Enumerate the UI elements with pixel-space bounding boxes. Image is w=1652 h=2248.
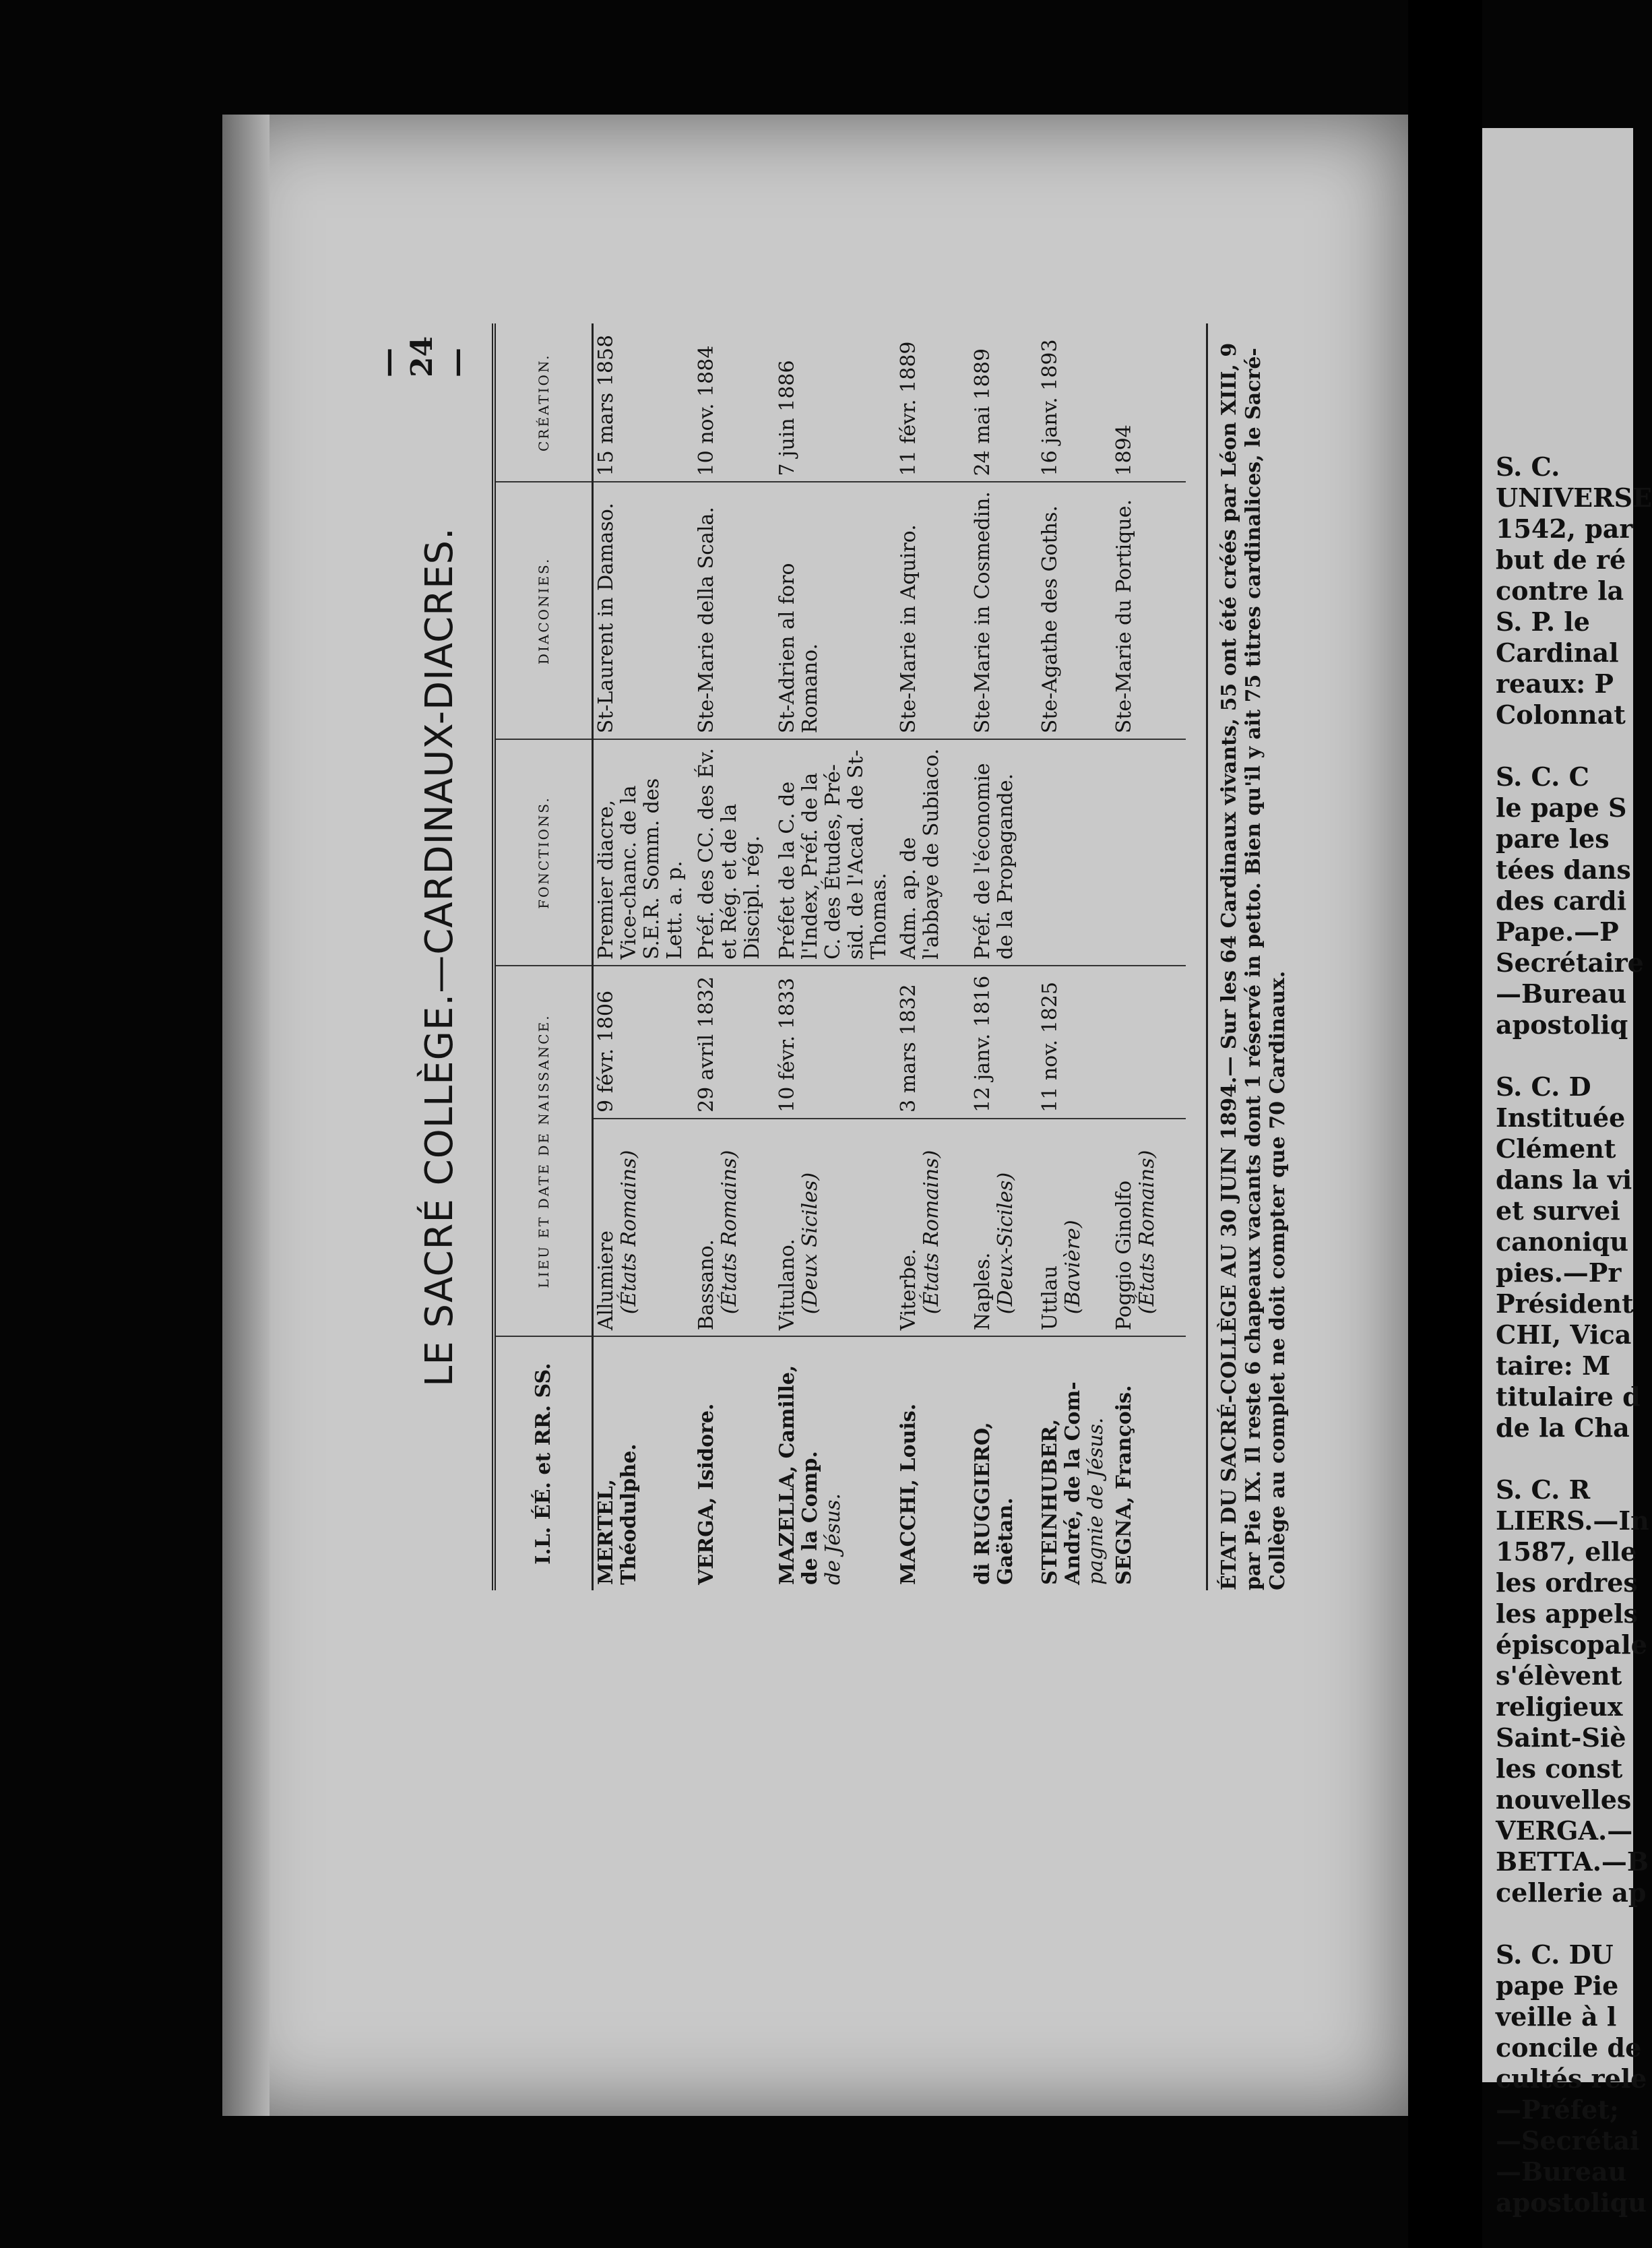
diaconia-text: St-Adrien al foro Romano. [775,563,822,734]
cardinal-name-sub: de Jésus. [821,1493,845,1585]
page-edge-shadow [222,115,269,2116]
functions [1038,739,1112,966]
creation-date-text: 15 mars 1858 [594,334,618,476]
functions-text: Préf. de l'économie de la Propagande. [970,763,1017,960]
diaconia [694,482,775,739]
birthplace-region: (États Romains) [919,1150,943,1315]
table-header-row [494,323,593,1590]
birth-date [1038,966,1112,1119]
functions [593,739,694,966]
birthplace-region: (Bavière) [1060,1220,1085,1315]
birth-date [694,966,775,1119]
cardinal-name-text: di RUGGIERO, Gaëtan. [970,1422,1017,1585]
birth-date-text: 12 janv. 1816 [970,975,994,1113]
header-diaconies: DIACONIES. [494,482,593,739]
facing-page-text: S. C. UNIVERSE 1542, par but de ré contre la S. P. le Cardinal reaux: P Colonnat S. C. C le pape S pare les tées dans des cardi Pape.—P Secrétaire —Bureau apostoliq S. C. D Instituée Clément dans la vi et survei canoniqu pies.—Pr Président CHI, Vica taire: M titulaire d de la Cha S. C. R LIERS.—In 1587, elle les ordres les appels épiscopale s'élèvent religieux Saint-Siè les const nouvelles VERGA.— BETTA.—B cellerie ap S. C. DU pape Pie veille à l concile de cultés rele —Préfet; —Secrétai —Bureau apostoliqu [1496,451,1652,2218]
cardinal-name-sub: pagnie de Jésus. [1083,1417,1108,1585]
birthplace-text: Uttlau [1038,1266,1062,1331]
diaconia [896,482,970,739]
diaconia-text: Ste-Marie in Aquiro. [896,524,920,734]
birth-date [775,966,896,1119]
birth-date [970,966,1038,1119]
cardinal-name [1112,1336,1186,1590]
creation-date [694,323,775,482]
birthplace [775,1119,896,1336]
functions [1112,739,1186,966]
birthplace-text: Vitulano. [775,1239,799,1331]
diaconia [970,482,1038,739]
cardinal-name-text: STEINHUBER, André, de la Com- [1038,1381,1085,1585]
birthplace-text: Poggio Ginolfo [1112,1180,1136,1331]
birthplace [1038,1119,1112,1336]
functions [694,739,775,966]
table-row [593,323,694,1590]
functions [896,739,970,966]
table-row [775,323,896,1590]
birth-date [1112,966,1186,1119]
birth-date-text: 3 mars 1832 [896,984,920,1113]
cardinals-table [492,323,1186,1590]
cardinal-name-text: MACCHI, Louis. [896,1403,920,1585]
birth-date-text: 29 avril 1832 [694,976,718,1113]
header-fonctions: FONCTIONS. [494,739,593,966]
cardinal-name [896,1336,970,1590]
diaconia [1112,482,1186,739]
birthplace [694,1119,775,1336]
creation-date-text: 10 nov. 1884 [694,345,718,476]
diaconia [775,482,896,739]
functions-text: Préf. des CC. des Év. et Rég. et de la Discipl. rég. [694,748,764,960]
birthplace-region: (États Romains) [1135,1150,1159,1315]
header-name: I.L. ÉÉ. et RR. SS. [494,1336,593,1590]
creation-date-text: 16 janv. 1893 [1038,339,1062,476]
birth-date [593,966,694,1119]
creation-date [896,323,970,482]
diaconia-text: Ste-Marie della Scala. [694,507,718,734]
header-lieu: LIEU ET DATE DE NAISSANCE. [494,966,593,1336]
birth-date-text: 10 févr. 1833 [775,977,799,1113]
cardinal-name-text: MERTEL, Théodulphe. [594,1443,641,1585]
functions-text: Premier diacre, Vice-chanc. de la S.E.R. Somm. des Lett. a. p. [594,778,687,960]
functions [775,739,896,966]
book-gutter [1408,0,1482,2248]
creation-date-text: 24 mai 1889 [970,348,994,476]
birthplace [1112,1119,1186,1336]
diaconia-text: Ste-Marie in Cosmedin. [970,491,994,734]
creation-date-text: 1894 [1112,425,1136,476]
birthplace [970,1119,1038,1336]
birthplace-text: Allumiere [594,1230,618,1331]
creation-date [970,323,1038,482]
creation-date-text: 11 févr. 1889 [896,341,920,476]
cardinal-name [694,1336,775,1590]
cardinal-name-text: SEGNA, François. [1112,1385,1136,1585]
creation-date-text: 7 juin 1886 [775,360,799,476]
functions-text: Adm. ap. de l'abbaye de Subiaco. [896,748,943,960]
functions [970,739,1038,966]
facing-page-fragment [1482,128,1652,2218]
birthplace-region: (Deux-Siciles) [993,1172,1017,1315]
birthplace-text: Viterbe. [896,1248,920,1331]
diaconia [593,482,694,739]
cardinal-name-text: VERGA, Isidore. [694,1403,718,1585]
header-creation: CRÉATION. [494,323,593,482]
birthplace-text: Bassano. [694,1239,718,1331]
creation-date [1112,323,1186,482]
diaconia-text: St-Laurent in Damaso. [594,503,618,734]
cardinal-name-text: MAZELLA, Camille, de la Comp. [775,1365,822,1585]
cardinal-name [775,1336,896,1590]
cardinal-name [970,1336,1038,1590]
diaconia [1038,482,1112,739]
table-row [694,323,775,1590]
birthplace-region: (Deux Siciles) [798,1172,822,1315]
status-note: ÉTAT DU SACRÉ-COLLÈGE AU 30 JUIN 1894.— Sur les 64 Cardinaux vivants, 55 ont été créés par Léon XIII, 9 par Pie IX. Il reste 6 chapeaux vacants dont 1 réservé in petto. Bien qu'il y ait 75 titres cardinalices, le Sacré-Collège au complet ne doit compter que 70 Cardinaux. [1206,323,1290,1590]
table-row [1112,323,1186,1590]
page-number: — 24 — [371,336,474,377]
page-title: LE SACRÉ COLLÈGE.—CARDINAUX-DIACRES. [418,527,462,1387]
table-row [970,323,1038,1590]
diaconia-text: Ste-Marie du Portique. [1112,499,1136,734]
creation-date [775,323,896,482]
birthplace-region: (États Romains) [717,1150,741,1315]
birthplace-text: Naples. [970,1252,994,1331]
birthplace [896,1119,970,1336]
cardinal-name [1038,1336,1112,1590]
functions-text: Préfet de la C. de l'Index, Préf. de la C. des Études, Pré-sid. de l'Acad. de St-Thomas. [775,749,891,960]
table-row [896,323,970,1590]
birth-date [896,966,970,1119]
birth-date-text: 9 févr. 1806 [594,990,618,1113]
cardinal-name [593,1336,694,1590]
rotated-page-content [371,323,1334,1590]
table-row [1038,323,1112,1590]
diaconia-text: Ste-Agathe des Goths. [1038,505,1062,734]
birthplace [593,1119,694,1336]
creation-date [593,323,694,482]
birthplace-region: (États Romains) [617,1150,641,1315]
creation-date [1038,323,1112,482]
birth-date-text: 11 nov. 1825 [1038,981,1062,1113]
